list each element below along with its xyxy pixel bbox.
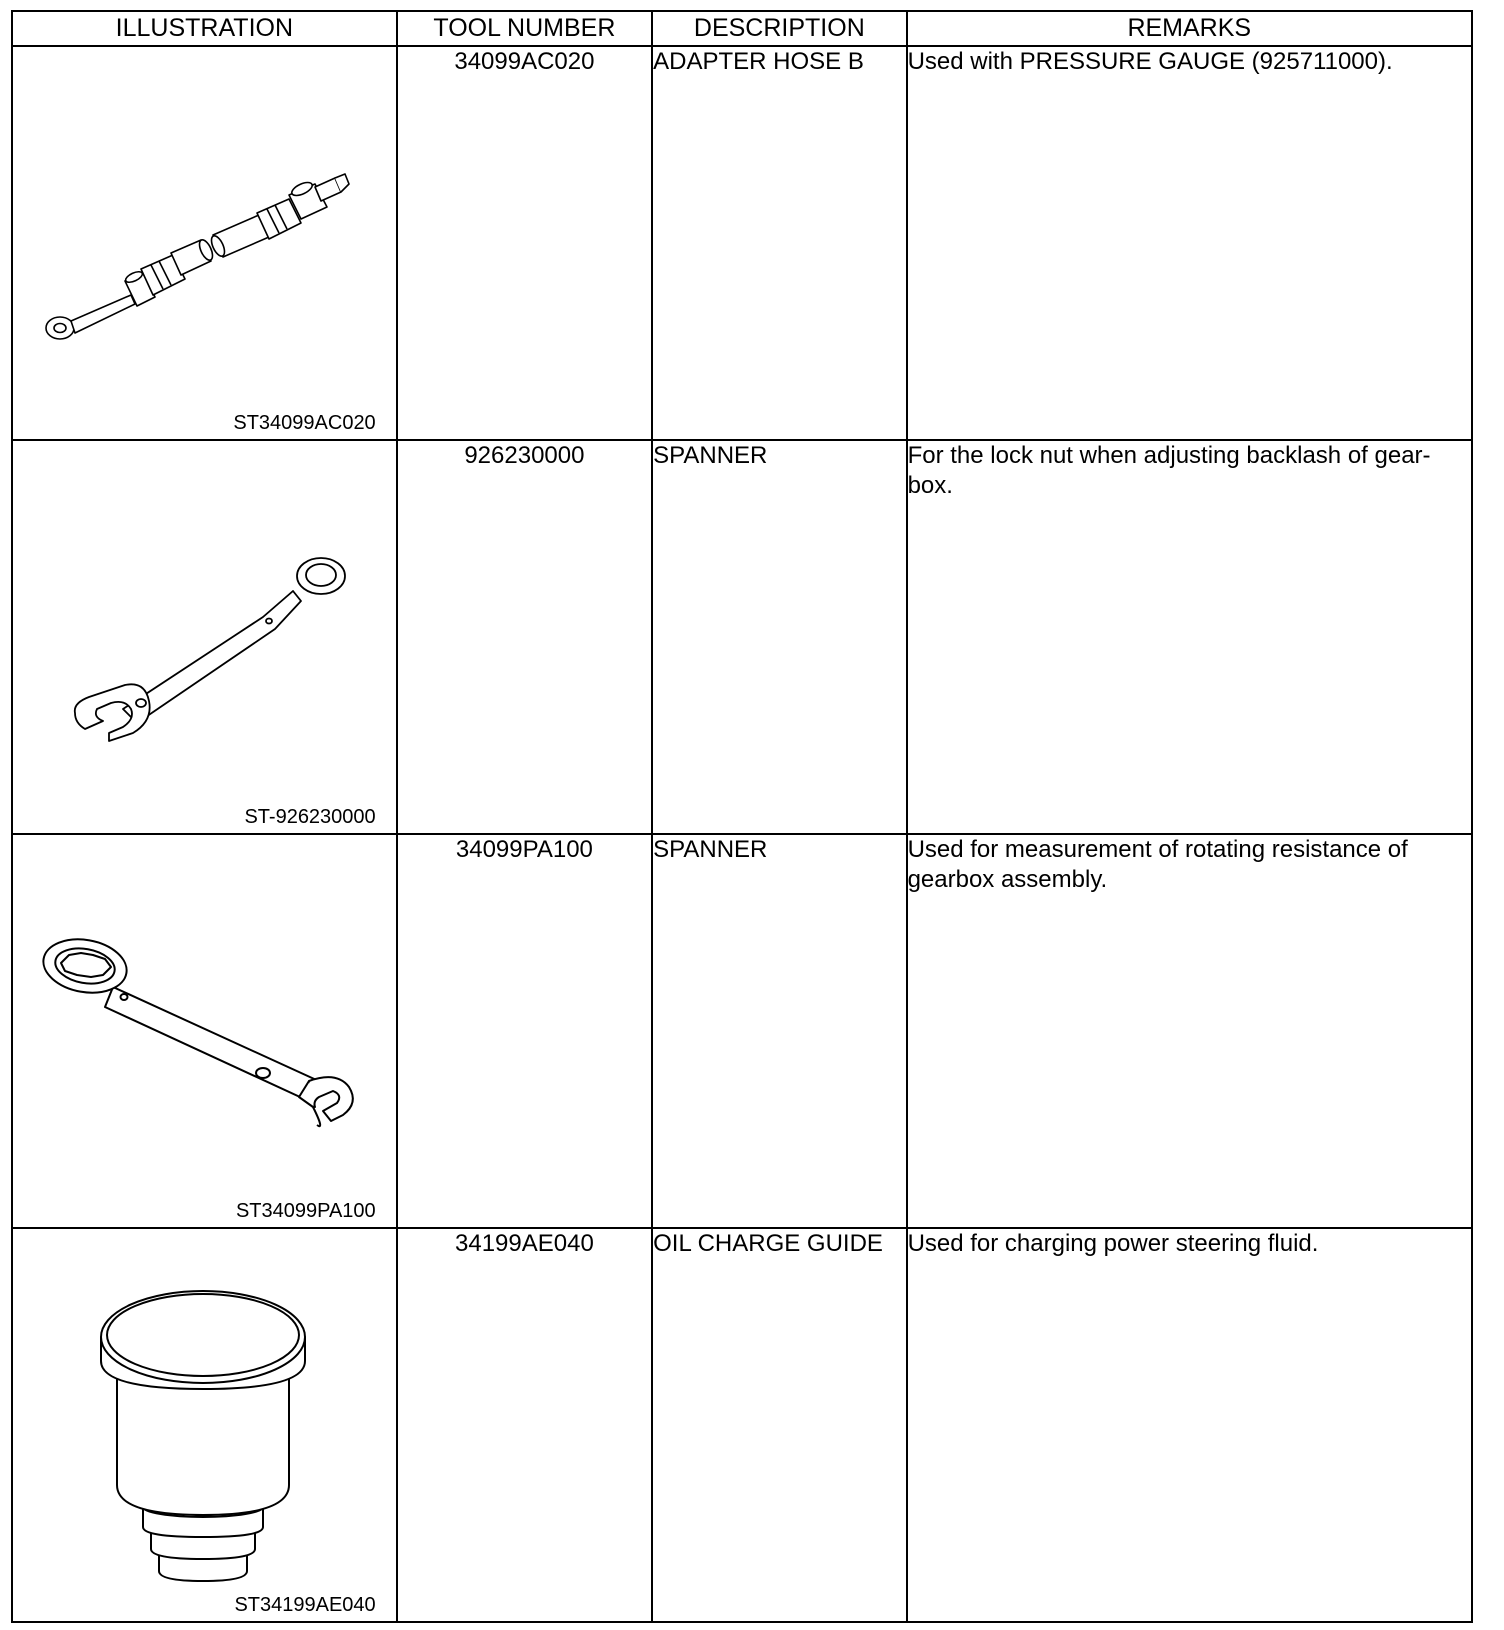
illustration-code: ST-926230000 — [244, 806, 376, 828]
remarks-cell: Used for charging power steering fluid. — [907, 1228, 1472, 1622]
remarks-cell: Used for measurement of rotating resistance of gearbox assembly. — [907, 834, 1472, 1228]
illustration-cell — [12, 1228, 397, 1622]
header-illustration: ILLUSTRATION — [12, 11, 397, 46]
header-tool-number: TOOL NUMBER — [397, 11, 652, 46]
table-header-row — [12, 11, 1472, 46]
description-cell: ADAPTER HOSE B — [652, 46, 906, 440]
description-cell: SPANNER — [652, 834, 906, 1228]
header-description: DESCRIPTION — [652, 11, 906, 46]
illustration-cell — [12, 46, 397, 440]
special-tools-table — [11, 10, 1473, 1623]
table-row — [12, 1228, 1472, 1622]
tool-number-cell: 926230000 — [397, 440, 652, 834]
header-remarks: REMARKS — [907, 11, 1472, 46]
description-cell: SPANNER — [652, 440, 906, 834]
illustration-code: ST34099AC020 — [233, 412, 376, 434]
oil-charge-guide-icon — [13, 1229, 394, 1621]
remarks-cell: For the lock nut when adjusting backlash of gear-box. — [907, 440, 1472, 834]
spanner-icon — [13, 441, 394, 833]
adapter-hose-icon — [13, 47, 394, 439]
tool-number-cell: 34099AC020 — [397, 46, 652, 440]
tool-number-cell: 34199AE040 — [397, 1228, 652, 1622]
illustration-code: ST34099PA100 — [235, 1200, 376, 1222]
table-row — [12, 440, 1472, 834]
remarks-cell: Used with PRESSURE GAUGE (925711000). — [907, 46, 1472, 440]
description-cell: OIL CHARGE GUIDE — [652, 1228, 906, 1622]
tool-number-cell: 34099PA100 — [397, 834, 652, 1228]
table-row — [12, 46, 1472, 440]
table-row — [12, 834, 1472, 1228]
spanner-icon — [13, 835, 394, 1227]
illustration-cell — [12, 440, 397, 834]
illustration-code: ST34199AE040 — [234, 1594, 376, 1616]
illustration-cell — [12, 834, 397, 1228]
